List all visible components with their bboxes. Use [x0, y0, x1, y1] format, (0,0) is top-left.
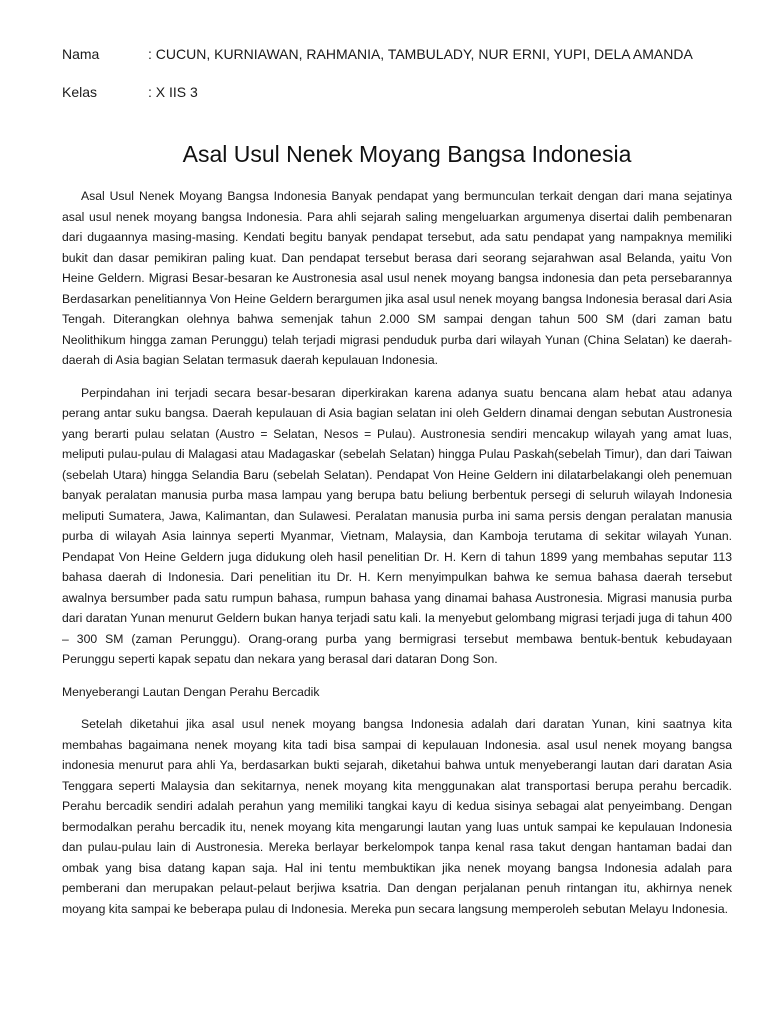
section-subheading: Menyeberangi Lautan Dengan Perahu Bercadik: [62, 684, 320, 699]
nama-row: [62, 45, 693, 63]
nama-label: Nama: [62, 46, 100, 62]
nama-value: : CUCUN, KURNIAWAN, RAHMANIA, TAMBULADY, NUR ERNI, YUPI, DELA AMANDA: [148, 46, 693, 62]
paragraph-1: Asal Usul Nenek Moyang Bangsa Indonesia Banyak pendapat yang bermunculan terkait dengan dari mana sejatinya asal usul nenek moyang bangsa Indonesia. Para ahli sejarah saling mengeluarkan argumenya disertai dalih pembenaran dari dugaannya masing-masing. Kendati begitu banyak pendapat tersebut, ada satu pendapat yang nampaknya memiliki bukit dan dasar pemikiran paling kuat. Dan pendapat tersebut berasa dari seorang sejarahwan asal Belanda, yaitu Von Heine Geldern. Migrasi Besar-besaran ke Austronesia asal usul nenek moyang bangsa indonesia dan peta persebarannya Berdasarkan penelitiannya Von Heine Geldern berargumen jika asal usul nenek moyang bangsa Indonesia berasal dari Asia Tengah. Diterangkan olehnya bahwa semenjak tahun 2.000 SM sampai dengan tahun 500 SM (dari zaman batu Neolithikum hingga zaman Perunggu) telah terjadi migrasi penduduk purba dari wilayah Yunan (China Selatan) ke daerah-daerah di Asia bagian Selatan termasuk daerah kepulauan Indonesia.: [62, 189, 732, 367]
document-title: Asal Usul Nenek Moyang Bangsa Indonesia: [182, 141, 632, 167]
paragraph-2: Perpindahan ini terjadi secara besar-besaran diperkirakan karena adanya suatu bencana alam hebat atau adanya perang antar suku bangsa. Daerah kepulauan di Asia bagian selatan ini oleh Geldern dinamai dengan sebutan Austronesia yang berarti pulau selatan (Austro = Selatan, Nesos = Pulau). Austronesia sendiri mencakup wilayah yang amat luas, meliputi pulau-pulau di Malagasi atau Madagaskar (sebelah Selatan) hingga Pulau Paskah(sebelah Timur), dan dari Taiwan (sebelah Utara) hingga Selandia Baru (sebelah Selatan). Pendapat Von Heine Geldern ini dilatarbelakangi oleh penemuan banyak peralatan manusia purba masa lampau yang berupa batu beliung berbentuk persegi di seluruh wilayah Indonesia meliputi Sumatera, Jawa, Kalimantan, dan Sulawesi. Peralatan manusia purba ini sama persis dengan peralatan manusia purba di wilayah Asia lainnya seperti Myanmar, Vietnam, Malaysia, dan Kamboja terutama di sekitar wilayah Yunan. Pendapat Von Heine Geldern juga didukung oleh hasil penelitian Dr. H. Kern di tahun 1899 yang membahas seputar 113 bahasa daerah di Indonesia. Dari penelitian itu Dr. H. Kern menyimpulkan bahwa ke semua bahasa daerah tersebut awalnya bersumber pada satu rumpun bahasa, rumpun bahasa yang dinamai bahasa Austronesia. Migrasi manusia purba dari daratan Yunan menurut Geldern bukan hanya terjadi satu kali. Ia menyebut gelombang migrasi terjadi juga di tahun 400 – 300 SM (zaman Perunggu). Orang-orang purba yang bermigrasi tersebut membawa bentuk-bentuk kebudayaan Perunggu seperti kapak sepatu dan nekara yang berasal dari dataran Dong Son.: [62, 385, 732, 666]
document-body: [62, 186, 732, 931]
kelas-label: Kelas: [62, 84, 98, 100]
kelas-value: : X IIS 3: [148, 84, 198, 100]
kelas-row: [62, 83, 198, 101]
paragraph-3: Setelah diketahui jika asal usul nenek moyang bangsa Indonesia adalah dari daratan Yunan, kini saatnya kita membahas bagaimana nenek moyang kita tadi bisa sampai di kepulauan Indonesia. asal usul nenek moyang bangsa indonesia menurut para ahli Ya, berdasarkan bukti sejarah, diketahui bahwa untuk menyeberangi lautan dari daratan Asia Tenggara seperti Malaysia dan sekitarnya, nenek moyang kita menggunakan alat transportasi berupa perahu bercadik. Perahu bercadik sendiri adalah perahun yang memiliki tangkai kayu di kedua sisinya sebagai alat penyeimbang. Dengan bermodalkan perahu bercadik itu, nenek moyang kita mengarungi lautan yang luas untuk sampai ke kepulauan Indonesia dan pulau-pulau lain di Austronesia. Mereka berlayar berkelompok tanpa kenal rasa takut dengan hantaman badai dan ombak yang bisa datang kapan saja. Hal ini tentu membuktikan jika nenek moyang bangsa Indonesia adalah para pemberani dan merupakan pelaut-pelaut berjiwa ksatria. Dan dengan perjalanan penuh rintangan itu, akhirnya nenek moyang kita sampai ke beberapa pulau di Indonesia. Mereka pun secara langsung memperoleh sebutan Melayu Indonesia.: [62, 717, 732, 916]
